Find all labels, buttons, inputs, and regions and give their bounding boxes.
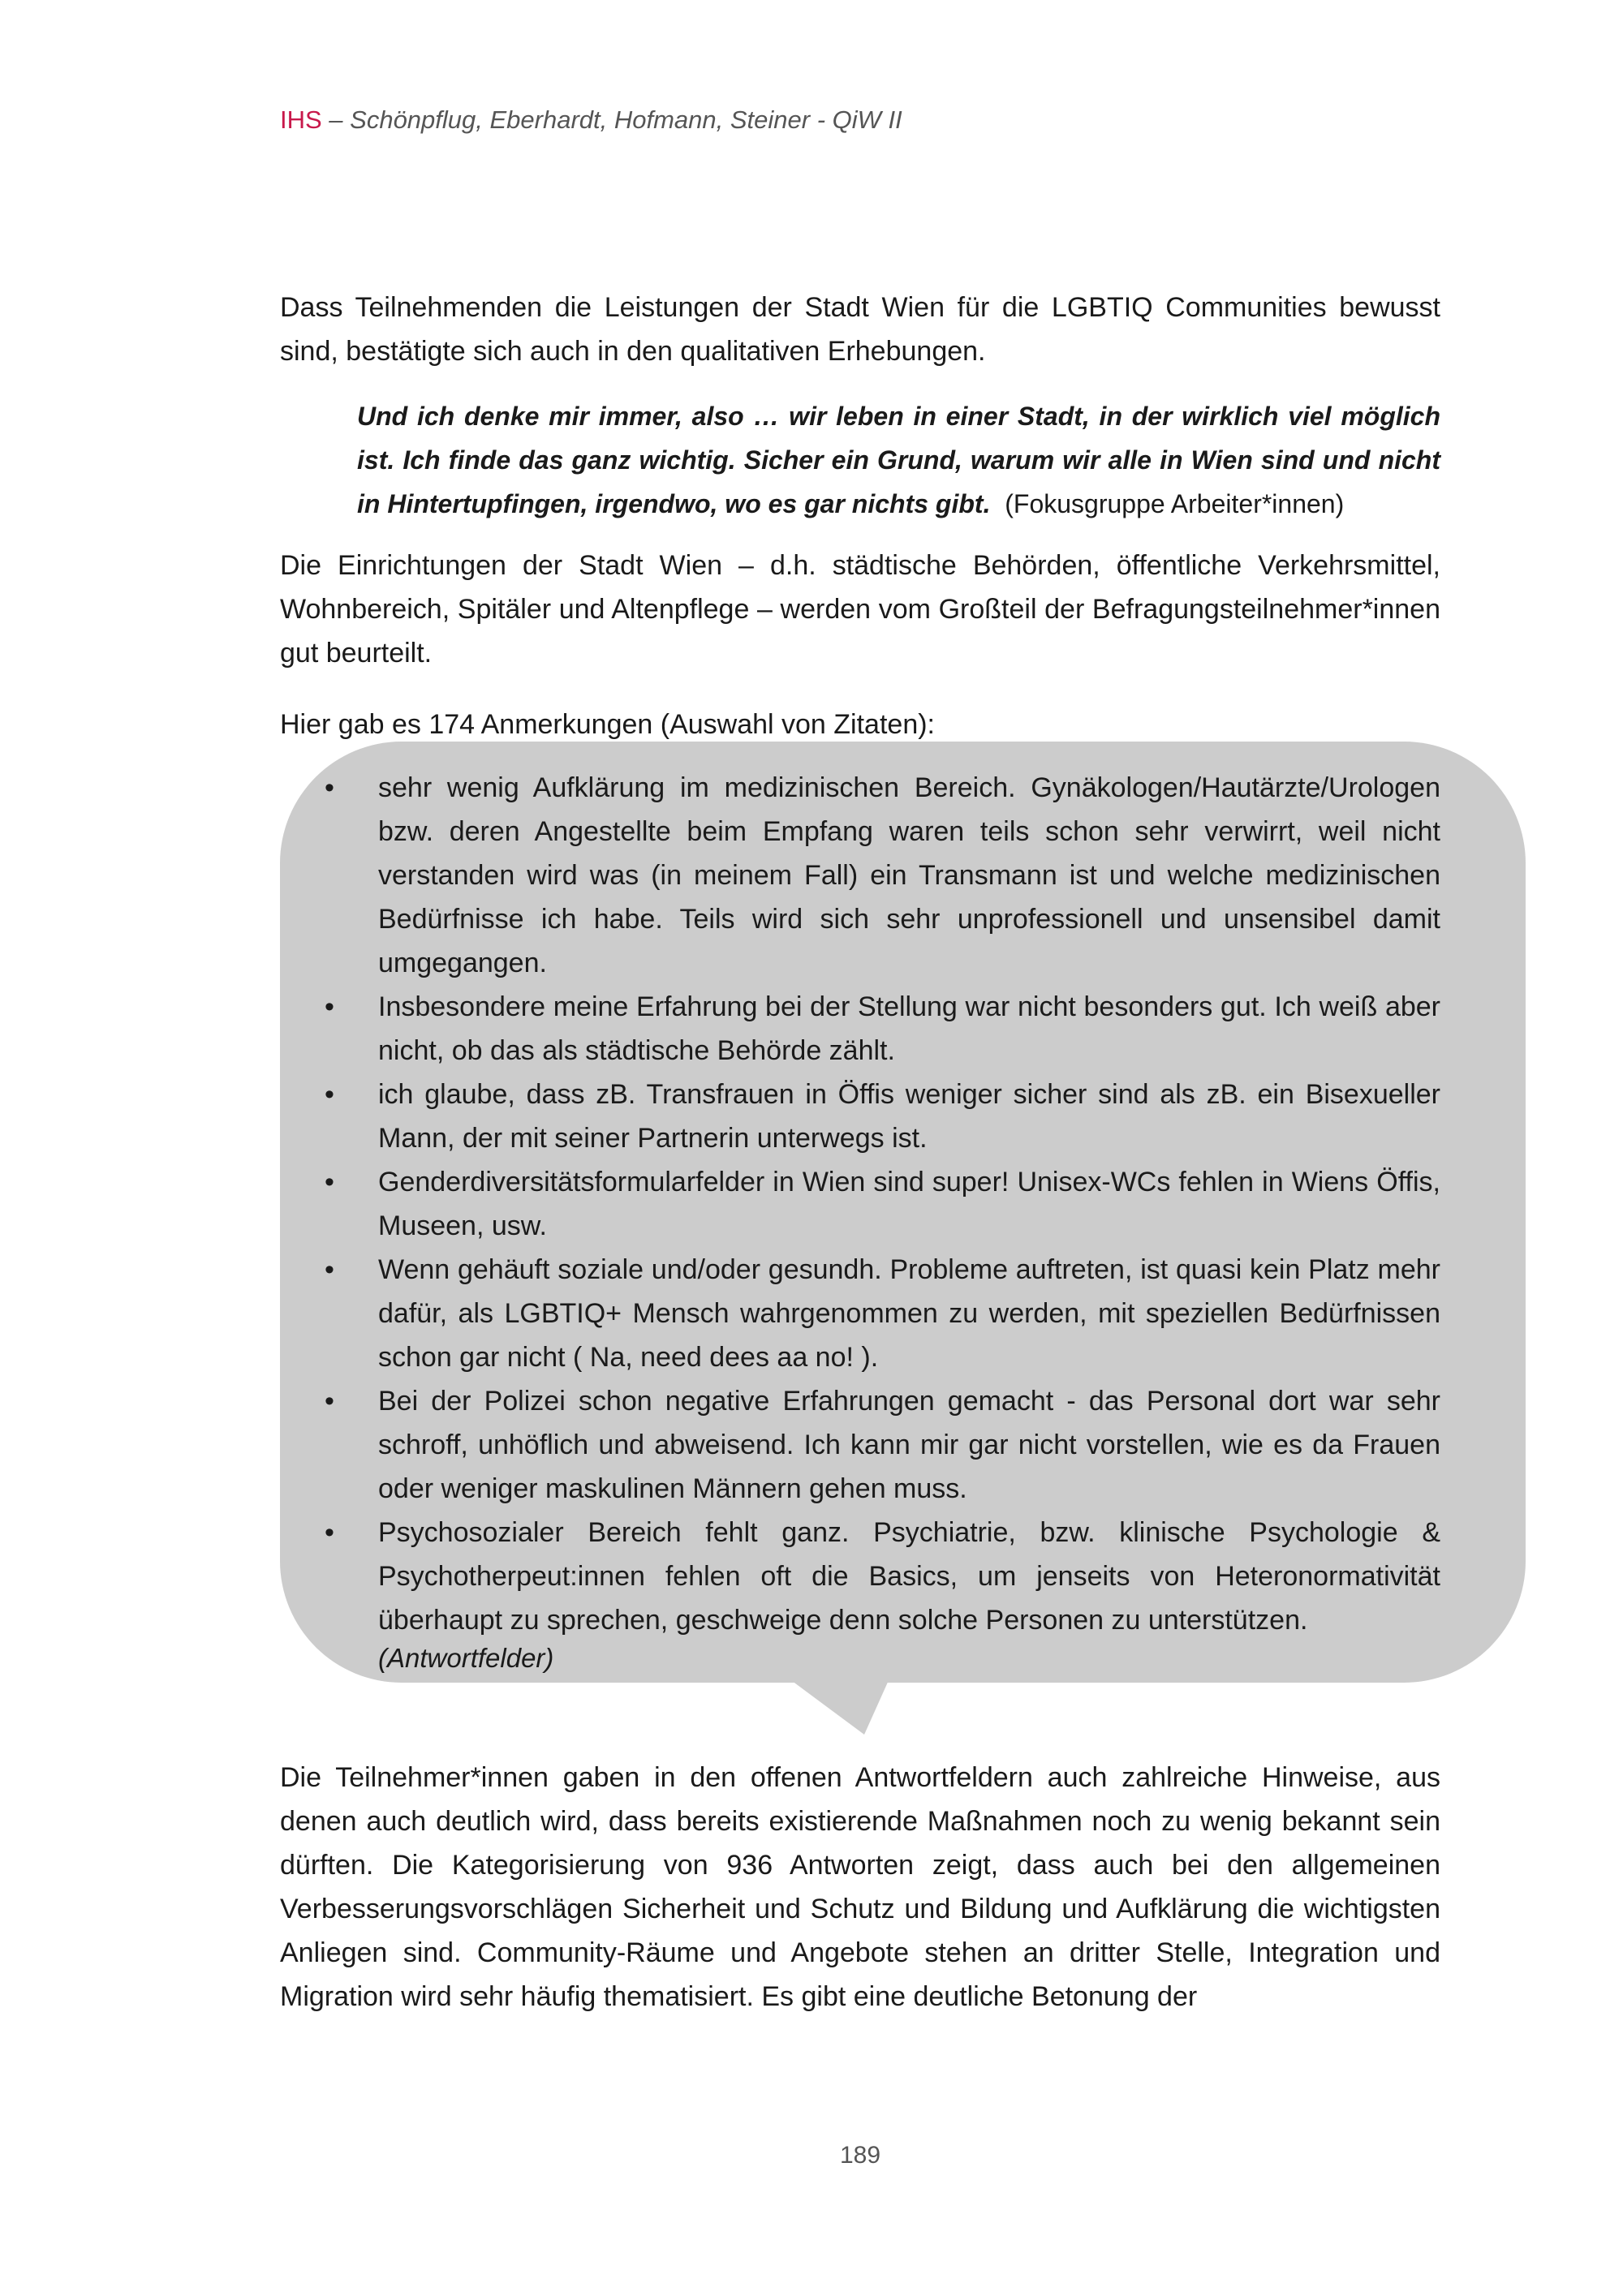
list-item	[325, 985, 1440, 1073]
header-authors: – Schönpflug, Eberhardt, Hofmann, Steiner - QiW II	[321, 105, 902, 134]
page-number: 189	[839, 2142, 881, 2169]
list-item	[325, 1379, 1440, 1511]
list-item-text: Bei der Polizei schon negative Erfahrungen gemacht - das Personal dort war sehr schroff, unhöflich und abweisend. Ich kann mir gar nicht vorstellen, wie es da Frauen oder weniger maskulinen Männern gehen muss.	[378, 1386, 1440, 1504]
list-item	[325, 1511, 1440, 1642]
list-item-text: Wenn gehäuft soziale und/oder gesundh. Probleme auftreten, ist quasi kein Platz mehr dafür, als LGBTIQ+ Mensch wahrgenommen zu werden, mit speziellen Bedürfnissen schon gar nicht ( Na, need dees aa no! ).	[378, 1254, 1440, 1373]
paragraph-closing: Die Teilnehmer*innen gaben in den offenen Antwortfeldern auch zahlreiche Hinweise, aus denen auch deutlich wird, dass bereits existierende Maßnahmen noch zu wenig bekannt sein dürften. Die Kategorisierung von 936 Antworten zeigt, dass auch bei den allgemeinen Verbesserungsvorschlägen Sicherheit und Schutz und Bildung und Aufklärung die wichtigsten Anliegen sind. Community-Räume und Angebote stehen an dritter Stelle, Integration und Migration wird sehr häufig thematisiert. Es gibt eine deutliche Betonung der	[280, 1762, 1440, 2012]
quote-list	[325, 766, 1440, 1642]
list-item-text: Psychosozialer Bereich fehlt ganz. Psychiatrie, bzw. klinische Psychologie & Psychotherpeut:innen fehlen oft die Basics, um jenseits von Heteronormativität überhaupt zu sprechen, geschweige denn solche Personen zu unterstützen.	[378, 1517, 1440, 1636]
quote-source: (Fokusgruppe Arbeiter*innen)	[1005, 489, 1345, 518]
list-item	[325, 1248, 1440, 1379]
list-item	[325, 1160, 1440, 1248]
list-item-text: ich glaube, dass zB. Transfrauen in Öffis weniger sicher sind als zB. ein Bisexueller Mann, der mit seiner Partnerin unterwegs ist.	[378, 1079, 1440, 1154]
bullet-icon: •	[325, 1386, 334, 1417]
quote-text: Und ich denke mir immer, also … wir leben in einer Stadt, in der wirklich viel möglich ist. Ich finde das ganz wichtig. Sicher ein Grund, warum wir alle in Wien sind und nicht in Hintertupfingen, irgendwo, wo es gar nichts gibt.	[357, 402, 1440, 518]
bullet-icon: •	[325, 772, 334, 803]
bullet-icon: •	[325, 991, 334, 1022]
list-item-text: Insbesondere meine Erfahrung bei der Stellung war nicht besonders gut. Ich weiß aber nicht, ob das als städtische Behörde zählt.	[378, 991, 1440, 1066]
paragraph-facilities: Die Einrichtungen der Stadt Wien – d.h. städtische Behörden, öffentliche Verkehrsmittel, Wohnbereich, Spitäler und Altenpflege – werden vom Großteil der Befragungsteilnehmer*innen gut beurteilt.	[280, 550, 1440, 669]
running-header	[280, 105, 902, 135]
bullet-icon: •	[325, 1167, 334, 1197]
paragraph-comments-intro: Hier gab es 174 Anmerkungen (Auswahl von Zitaten):	[280, 709, 936, 740]
paragraph-intro: Dass Teilnehmenden die Leistungen der Stadt Wien für die LGBTIQ Communities bewusst sind, bestätigte sich auch in den qualitativen Erhebungen.	[280, 292, 1440, 367]
list-item	[325, 766, 1440, 985]
bullet-icon: •	[325, 1254, 334, 1285]
list-item-text: sehr wenig Aufklärung im medizinischen Bereich. Gynäkologen/Hautärzte/Urologen bzw. deren Angestellte beim Empfang waren teils schon sehr verwirrt, weil nicht verstanden wird was (in meinem Fall) ein Transmann ist und welche medizinischen Bedürfnisse ich habe. Teils wird sich sehr unprofessionell und unsensibel damit umgegangen.	[378, 772, 1440, 978]
list-item	[325, 1073, 1440, 1160]
bubble-source: (Antwortfelder)	[378, 1643, 554, 1673]
bullet-icon: •	[325, 1517, 334, 1548]
block-quote	[357, 394, 1440, 526]
bullet-icon: •	[325, 1079, 334, 1110]
header-ihs: IHS	[280, 105, 322, 134]
list-item-text: Genderdiversitätsformularfelder in Wien sind super! Unisex-WCs fehlen in Wiens Öffis, Museen, usw.	[378, 1167, 1440, 1241]
